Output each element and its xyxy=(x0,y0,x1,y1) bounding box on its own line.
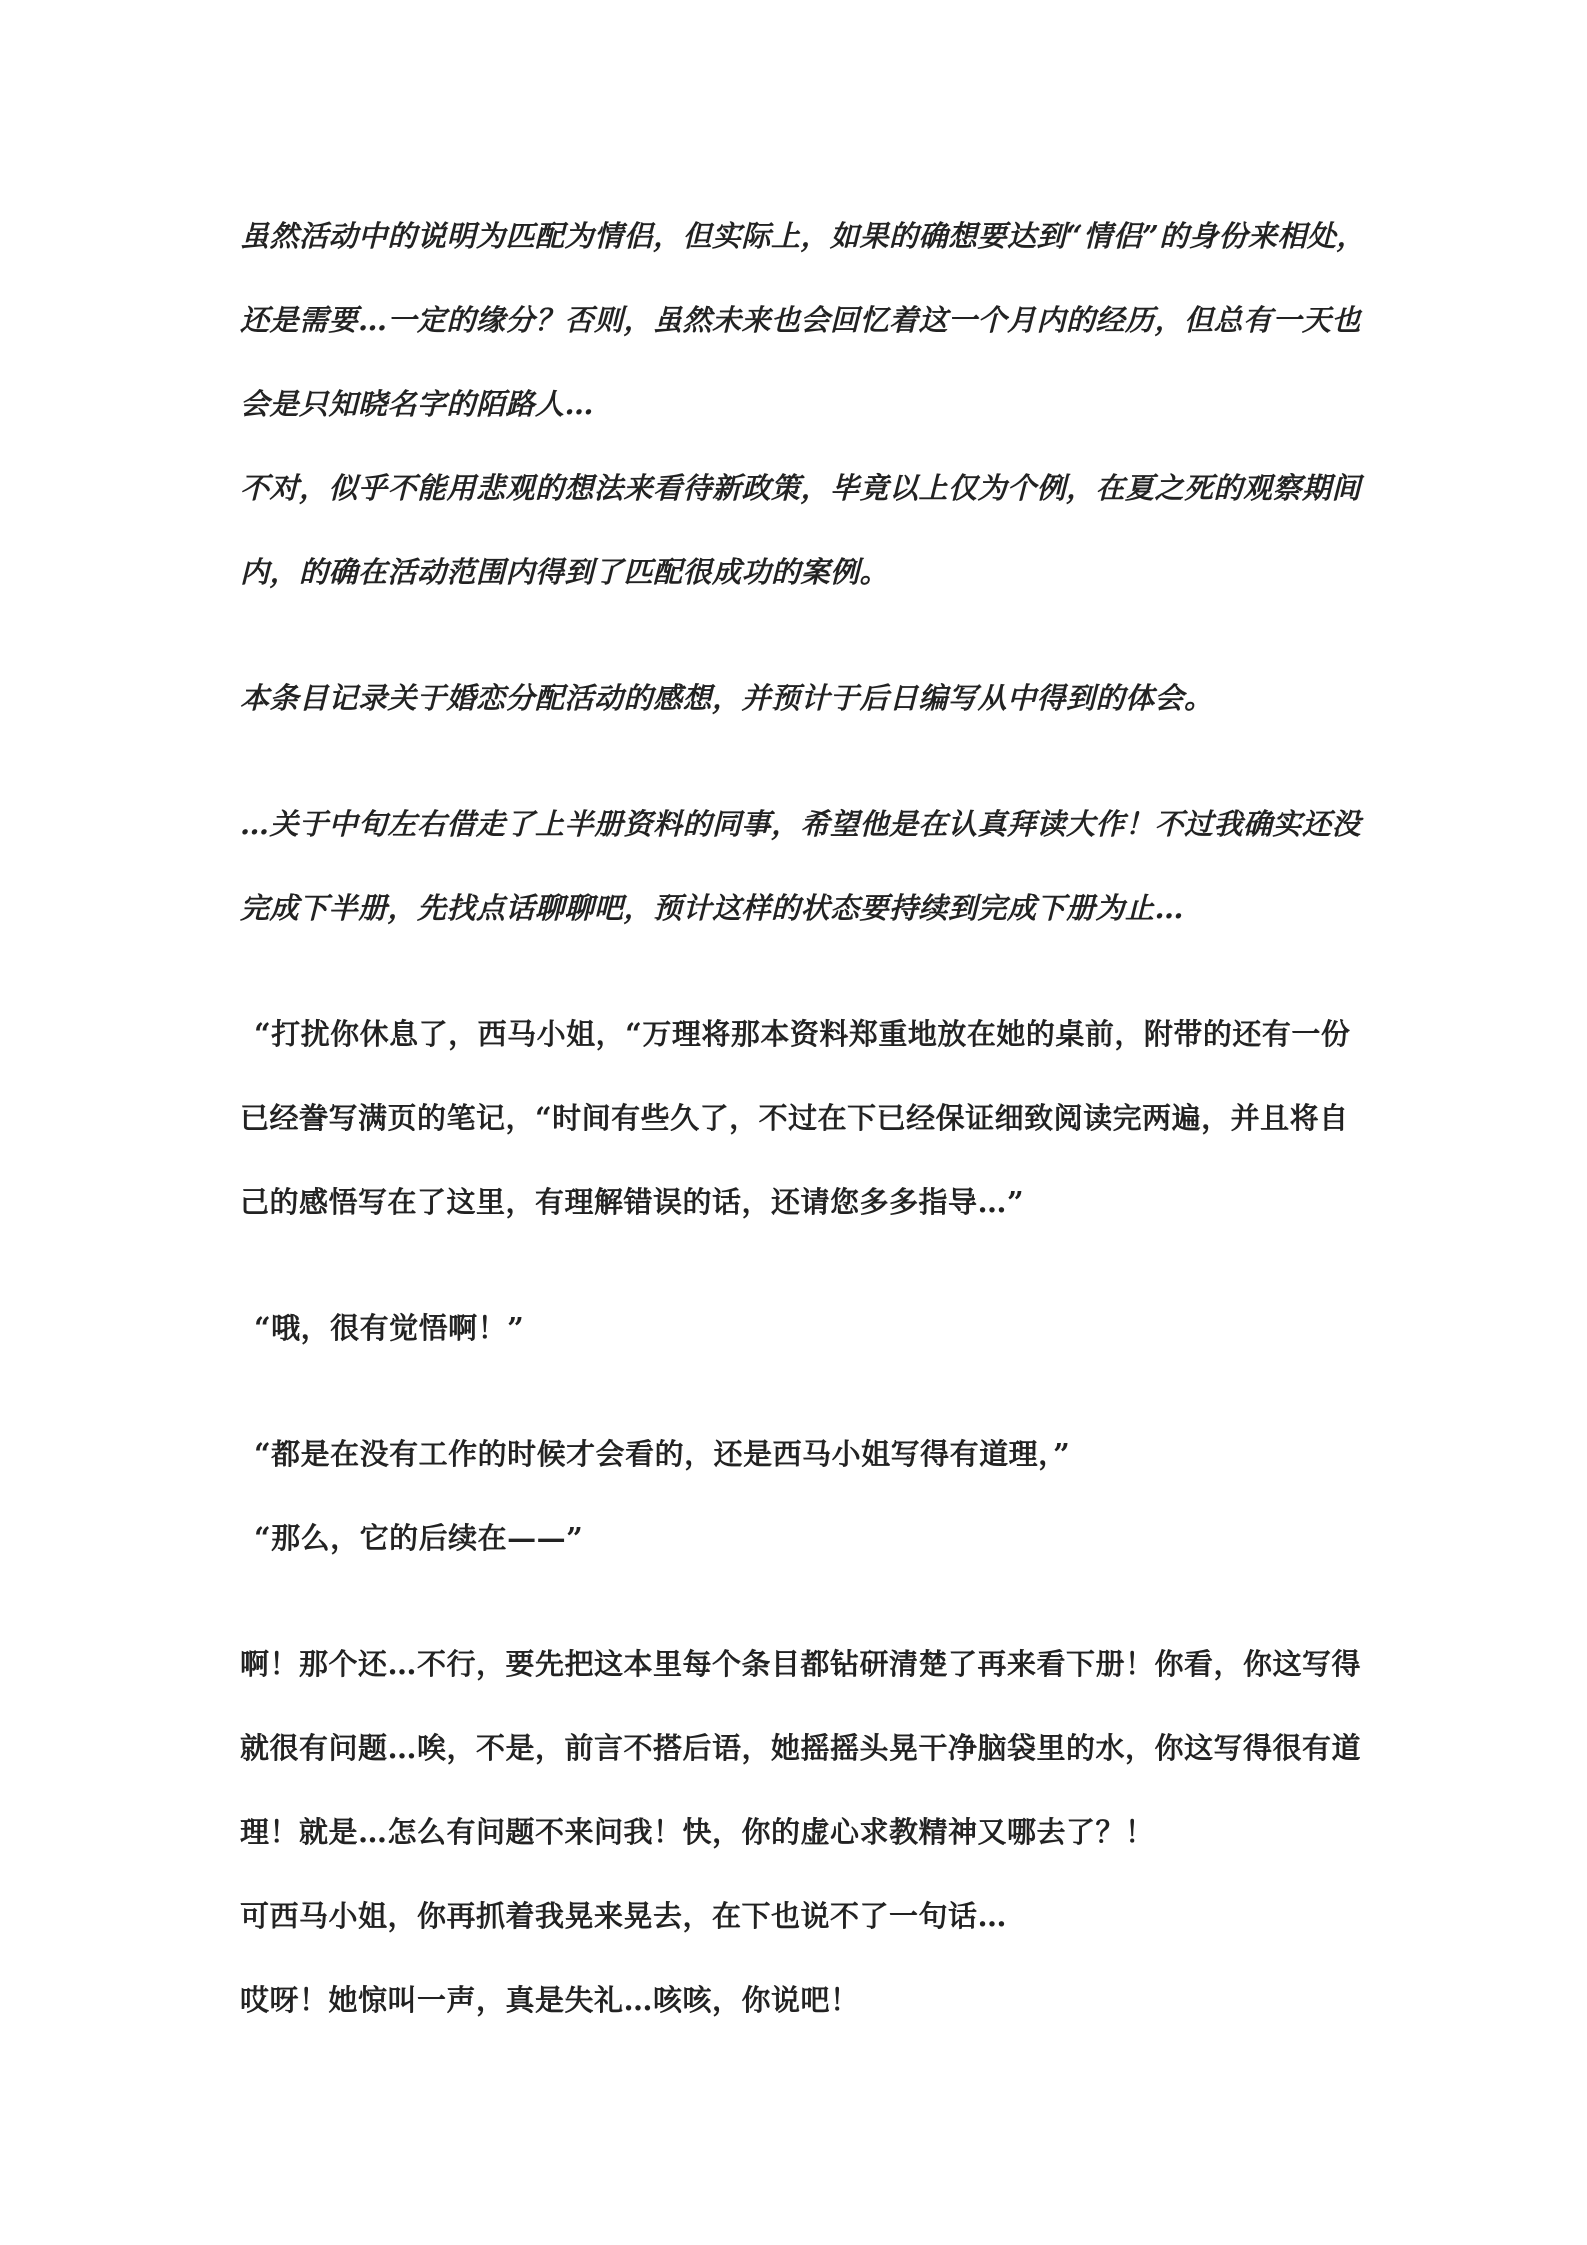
text-line: “打扰你休息了，西马小姐，“万理将那本资料郑重地放在她的桌前，附带的还有一份 xyxy=(254,1017,1351,1051)
text-line: …关于中旬左右借走了上半册资料的同事，希望他是在认真拜读大作！不过我确实还没 xyxy=(240,807,1362,841)
text-line: 已经誊写满页的笔记，“时间有些久了，不过在下已经保证细致阅读完两遍，并且将自 xyxy=(240,1101,1349,1135)
text-line: 内，的确在活动范围内得到了匹配很成功的案例。 xyxy=(240,555,890,589)
text-line: 完成下半册，先找点话聊聊吧，预计这样的状态要持续到完成下册为止… xyxy=(240,891,1185,925)
text-line: “都是在没有工作的时候才会看的，还是西马小姐写得有道理，” xyxy=(254,1437,1071,1471)
text-line: 理！就是…怎么有问题不来问我！快，你的虚心求教精神又哪去了？！ xyxy=(240,1815,1155,1849)
text-line: 不对，似乎不能用悲观的想法来看待新政策，毕竟以上仅为个例，在夏之死的观察期间 xyxy=(240,471,1362,505)
text-line: 可西马小姐，你再抓着我晃来晃去，在下也说不了一句话… xyxy=(240,1899,1008,1933)
text-line: 虽然活动中的说明为匹配为情侣，但实际上，如果的确想要达到“情侣”的身份来相处， xyxy=(240,219,1366,253)
text-line: 就很有问题…唉，不是，前言不搭后语，她摇摇头晃干净脑袋里的水，你这写得很有道 xyxy=(240,1731,1362,1765)
text-line: “那么，它的后续在——” xyxy=(254,1521,584,1555)
text-line: 己的感悟写在了这里，有理解错误的话，还请您多多指导…” xyxy=(240,1185,1025,1219)
text-line: 会是只知晓名字的陌路人… xyxy=(240,387,595,421)
text-line: 还是需要…一定的缘分？否则，虽然未来也会回忆着这一个月内的经历，但总有一天也 xyxy=(240,303,1362,337)
text-line: “哦，很有觉悟啊！” xyxy=(254,1311,525,1345)
text-line: 啊！那个还…不行，要先把这本里每个条目都钻研清楚了再来看下册！你看，你这写得 xyxy=(240,1647,1362,1681)
text-line: 本条目记录关于婚恋分配活动的感想，并预计于后日编写从中得到的体会。 xyxy=(240,681,1214,715)
text-line: 哎呀！她惊叫一声，真是失礼…咳咳，你说吧！ xyxy=(240,1983,860,2017)
